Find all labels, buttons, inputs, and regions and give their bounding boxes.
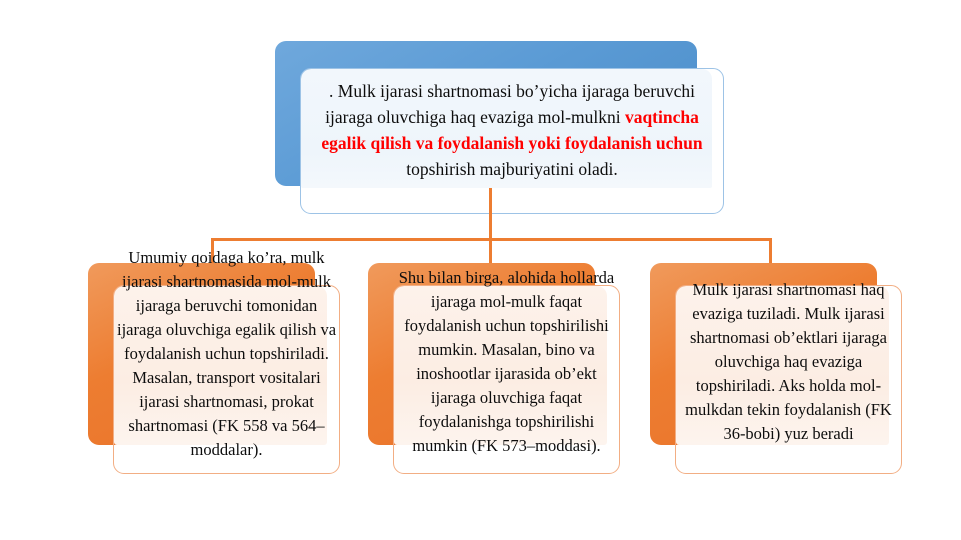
top-node-text-highlight: vaqtincha egalik qilish va foydalanish yoki foydalanish uchun [321,107,703,153]
top-node-text [300,78,724,182]
connector-trunk-vertical [489,188,492,240]
top-node-text-part-1: . Mulk ijarasi shartnomasi bo’yicha ijaraga beruvchi ijaraga oluvchiga haq evaziga mol-mulkni [325,81,695,127]
child-node-3-text: Mulk ijarasi shartnomasi haq evaziga tuziladi. Mulk ijarasi shartnomasi ob’ektlari ijaraga oluvchiga haq evaziga topshiriladi. Aks holda mol-mulkdan tekin foydalanish (FK 36-bobi) yuz beradi [685,280,892,443]
child-node-1-text: Umumiy qoidaga ko’ra, mulk ijarasi shartnomasida mol-mulk ijaraga beruvchi tomonidan ijaraga oluvchiga egalik qilish va foydalanish uchun topshiriladi. Masalan, transport vositalari ijarasi shartnomasi, prokat shartnomasi (FK 558 va 564–moddalar). [117,248,337,459]
top-node-text-part-3: topshirish majburiyatini oladi. [406,159,618,179]
child-node-2-text: Shu bilan birga, alohida hollarda ijaraga mol-mulk faqat foydalanish uchun topshirilishi mumkin. Masalan, bino va inoshootlar ijarasida ob’ekt ijaraga oluvchiga faqat foydalanishga topshirilishi mumkin (FK 573–moddasi). [398,268,615,455]
